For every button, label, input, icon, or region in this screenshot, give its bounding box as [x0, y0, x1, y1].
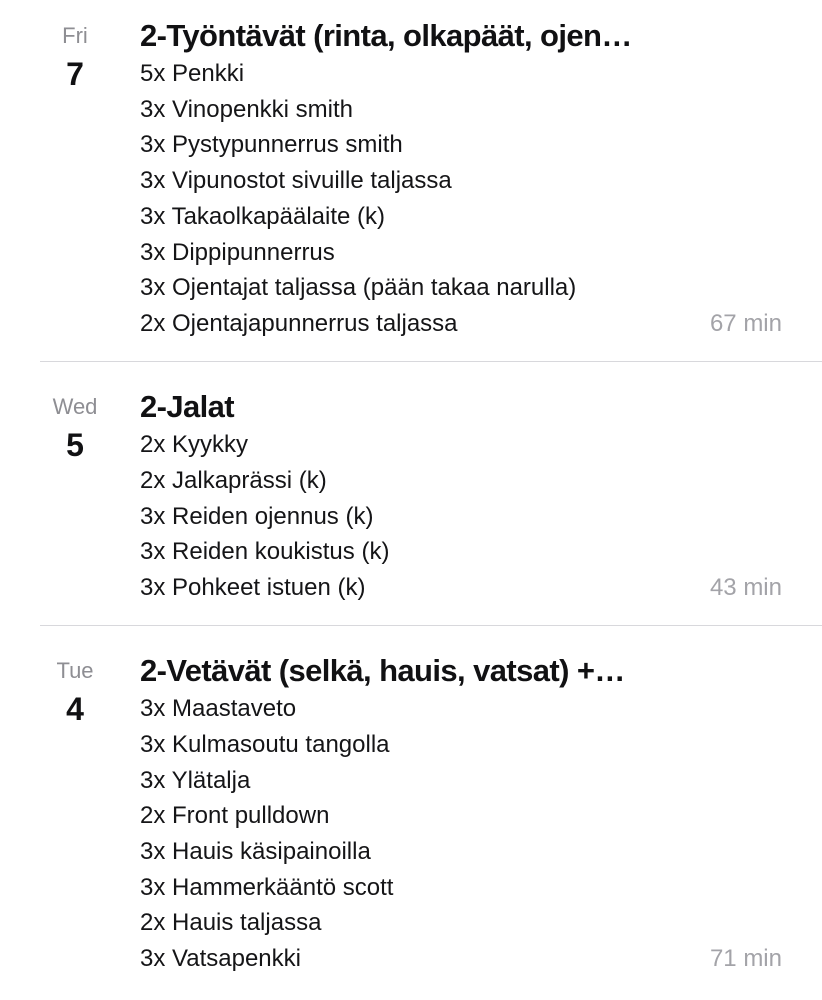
exercise-line: 3x Takaolkapäälaite (k): [140, 202, 386, 230]
exercise-line: 3x Vipunostot sivuille taljassa: [140, 167, 452, 195]
weekday-label: Tue: [56, 658, 94, 684]
exercise-line: 2x Kyykky: [140, 431, 249, 459]
day-number: 7: [66, 56, 84, 92]
workout-entry[interactable]: [0, 362, 822, 625]
exercise-line: 3x Kulmasoutu tangolla: [140, 730, 390, 758]
exercise-line: 2x Jalkaprässi (k): [140, 466, 327, 494]
workout-entry[interactable]: [0, 626, 822, 996]
exercise-line: 2x Hauis taljassa: [140, 909, 322, 937]
exercise-text: 2x Ojentajapunnerrus taljassa: [140, 309, 458, 337]
exercise-line: 3x Reiden ojennus (k): [140, 502, 374, 530]
workout-title: 2-Jalat: [140, 389, 235, 425]
exercise-line: [140, 570, 782, 606]
workout-entry[interactable]: [0, 0, 822, 361]
date-column: [0, 387, 140, 463]
workout-duration: 71 min: [709, 945, 782, 973]
workout-details: [140, 651, 782, 977]
exercise-line: 3x Dippipunnerrus: [140, 238, 335, 266]
workout-title: 2-Vetävät (selkä, hauis, vatsat) +…: [140, 653, 625, 689]
exercise-line: [140, 306, 782, 342]
date-column: [0, 16, 140, 92]
exercise-text: 3x Vatsapenkki: [140, 945, 301, 973]
exercise-line: 3x Maastaveto: [140, 695, 297, 723]
exercise-line: 3x Hauis käsipainoilla: [140, 837, 371, 865]
exercise-line: 3x Reiden koukistus (k): [140, 538, 390, 566]
date-column: [0, 651, 140, 727]
workout-duration: 43 min: [709, 573, 782, 601]
weekday-label: Fri: [62, 23, 88, 48]
weekday-label: Wed: [52, 394, 98, 420]
workout-details: [140, 387, 782, 606]
workout-details: [140, 16, 782, 342]
workout-title: 2-Työntävät (rinta, olkapäät, ojen…: [140, 18, 632, 53]
exercise-text: 3x Pohkeet istuen (k): [140, 573, 366, 601]
day-number: 4: [66, 691, 84, 728]
exercise-line: 3x Hammerkääntö scott: [140, 873, 394, 901]
exercise-line: [140, 941, 782, 977]
day-number: 5: [66, 427, 84, 464]
exercise-line: 3x Ylätalja: [140, 766, 251, 794]
exercise-line: 2x Front pulldown: [140, 802, 330, 830]
exercise-line: 5x Penkki: [140, 60, 245, 87]
exercise-line: 3x Ojentajat taljassa (pään takaa narulla): [140, 274, 577, 302]
exercise-line: 3x Pystypunnerrus smith: [140, 131, 403, 159]
workout-duration: 67 min: [709, 309, 782, 337]
exercise-line: 3x Vinopenkki smith: [140, 95, 353, 123]
